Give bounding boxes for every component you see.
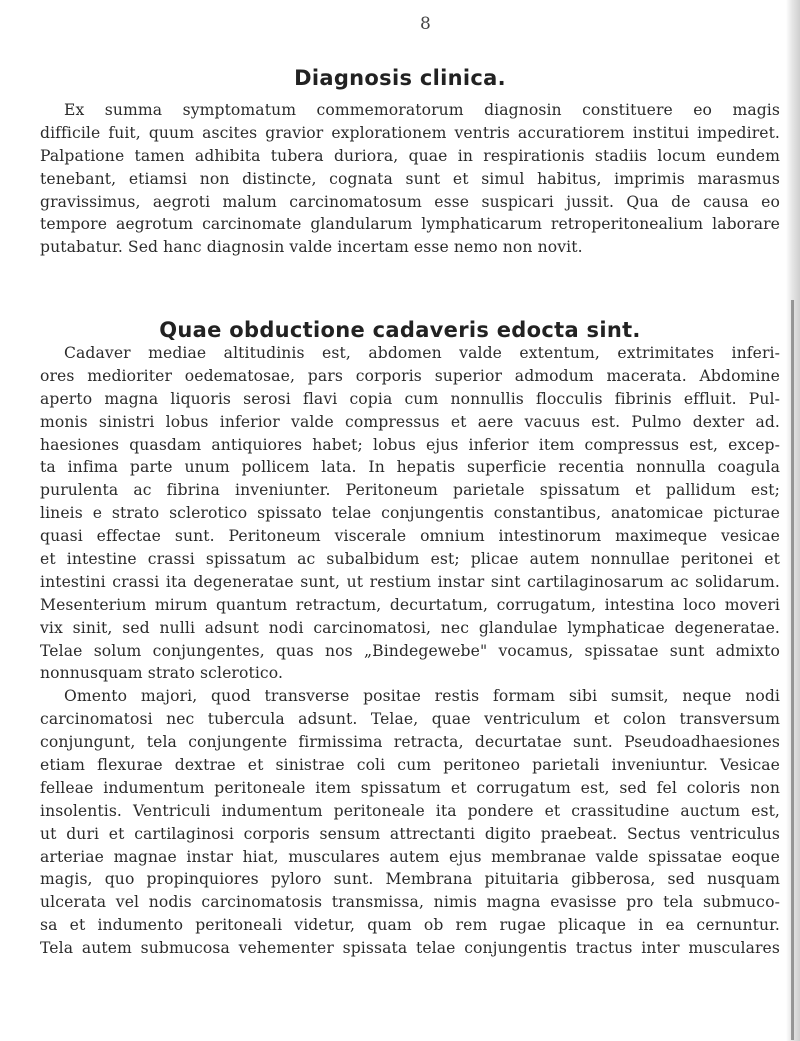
diagnosis-paragraph <box>40 99 780 259</box>
text-line: Ex summa symptomatum commemoratorum diagnosin constituere eo magis <box>64 101 780 119</box>
text-line: tenebant, etiamsi non distincte, cognata sunt et simul habitus, imprimis marasmus <box>40 169 780 188</box>
text-line: felleae indumentum peritoneale item spissatum et corrugatum est, sed fel coloris non <box>40 778 780 797</box>
text-line: intestini crassi ita degeneratae sunt, ut restium instar sint cartilaginosarum ac solidarum. <box>40 572 780 591</box>
text-line: conjungunt, tela conjungente firmissima retracta, decurtatae sunt. Pseudoadhaesiones <box>40 733 780 752</box>
text-line: Telae solum conjungentes, quas nos „Bindegewebe" vocamus, spissatae sunt admixto <box>40 641 780 660</box>
text-line: tempore aegrotum carcinomate glandularum lymphaticarum retroperitonealium laborare <box>40 215 780 234</box>
text-line: Cadaver mediae altitudinis est, abdomen valde extentum, extrimitates inferi- <box>64 344 780 362</box>
text-line: carcinomatosi nec tubercula adsunt. Telae, quae ventriculum et colon transversum <box>40 710 780 729</box>
text-line: difficile fuit, quum ascites gravior explorationem ventris accuratiorem institui impediret. <box>40 123 780 142</box>
text-line: nonnusquam strato sclerotico. <box>40 664 284 683</box>
text-line: putabatur. Sed hanc diagnosin valde incertam esse nemo non novit. <box>40 238 583 257</box>
text-line: etiam flexurae dextrae et sinistrae coli cum peritoneo parietali inveniuntur. Vesicae <box>40 756 780 775</box>
text-line: gravissimus, aegroti malum carcinomatosum esse suspicari jussit. Qua de causa eo <box>40 192 780 211</box>
text-line: Omento majori, quod transverse positae restis formam sibi sumsit, neque nodi <box>64 687 780 706</box>
text-line: aperto magna liquoris serosi flavi copia cum nonnullis flocculis fibrinis effluit. Pul- <box>40 389 780 408</box>
text-line: quasi effectae sunt. Peritoneum viscerale omnium intestinorum maximeque vesicae <box>40 527 780 546</box>
text-line: monis sinistri lobus inferior valde compressus et aere vacuus est. Pulmo dexter ad. <box>40 412 780 431</box>
text-line: ulcerata vel nodis carcinomatosis transmissa, nimis magna evasisse pro tela submuco- <box>40 893 780 912</box>
text-line: sa et indumento peritoneali videtur, quam ob rem rugae plicaque in ea cernuntur. <box>40 916 780 935</box>
page-number: 8 <box>420 14 431 34</box>
text-line: Palpatione tamen adhibita tubera duriora, quae in respirationis stadiis locum eundem <box>40 146 780 165</box>
text-line: et intestine crassi spissatum ac subalbidum est; plicae autem nonnullae peritonei et <box>40 550 780 569</box>
text-line: lineis e strato sclerotico spissato telae conjungentis constantibus, anatomicae picturae <box>40 504 780 523</box>
section-heading-autopsy: Quae obductione cadaveris edocta sint. <box>159 318 641 342</box>
text-line: Mesenterium mirum quantum retractum, decurtatum, corrugatum, intestina loco moveri <box>40 595 780 614</box>
text-line: purulenta ac fibrina inveniunter. Peritoneum parietale spissatum et pallidum est; <box>40 481 780 500</box>
autopsy-paragraphs <box>40 342 780 960</box>
text-line: insolentis. Ventriculi indumentum peritoneale ita pondere et crassitudine auctum est, <box>40 801 780 820</box>
text-line: vix sinit, sed nulli adsunt nodi carcinomatosi, nec glandulae lymphaticae degeneratae. <box>40 618 780 637</box>
binding-edge-line <box>791 300 794 1040</box>
text-line: Tela autem submucosa vehementer spissata telae conjungentis tractus inter musculares <box>40 939 780 958</box>
section-heading-diagnosis: Diagnosis clinica. <box>294 66 506 90</box>
text-line: ores medioriter oedematosae, pars corporis superior admodum macerata. Abdomine <box>40 366 780 385</box>
text-line: arteriae magnae instar hiat, musculares autem ejus membranae valde spissatae eoque <box>40 847 780 866</box>
text-line: haesiones quasdam antiquiores habet; lobus ejus inferior item compressus est, excep- <box>40 435 780 454</box>
text-line: magis, quo propinquiores pyloro sunt. Membrana pituitaria gibberosa, sed nusquam <box>40 870 780 889</box>
text-line: ta infima parte unum pollicem lata. In hepatis superficie recentia nonnulla coagula <box>40 458 780 477</box>
text-line: ut duri et cartilaginosi corporis sensum attrectanti digito praebeat. Sectus ventriculus <box>40 824 780 843</box>
